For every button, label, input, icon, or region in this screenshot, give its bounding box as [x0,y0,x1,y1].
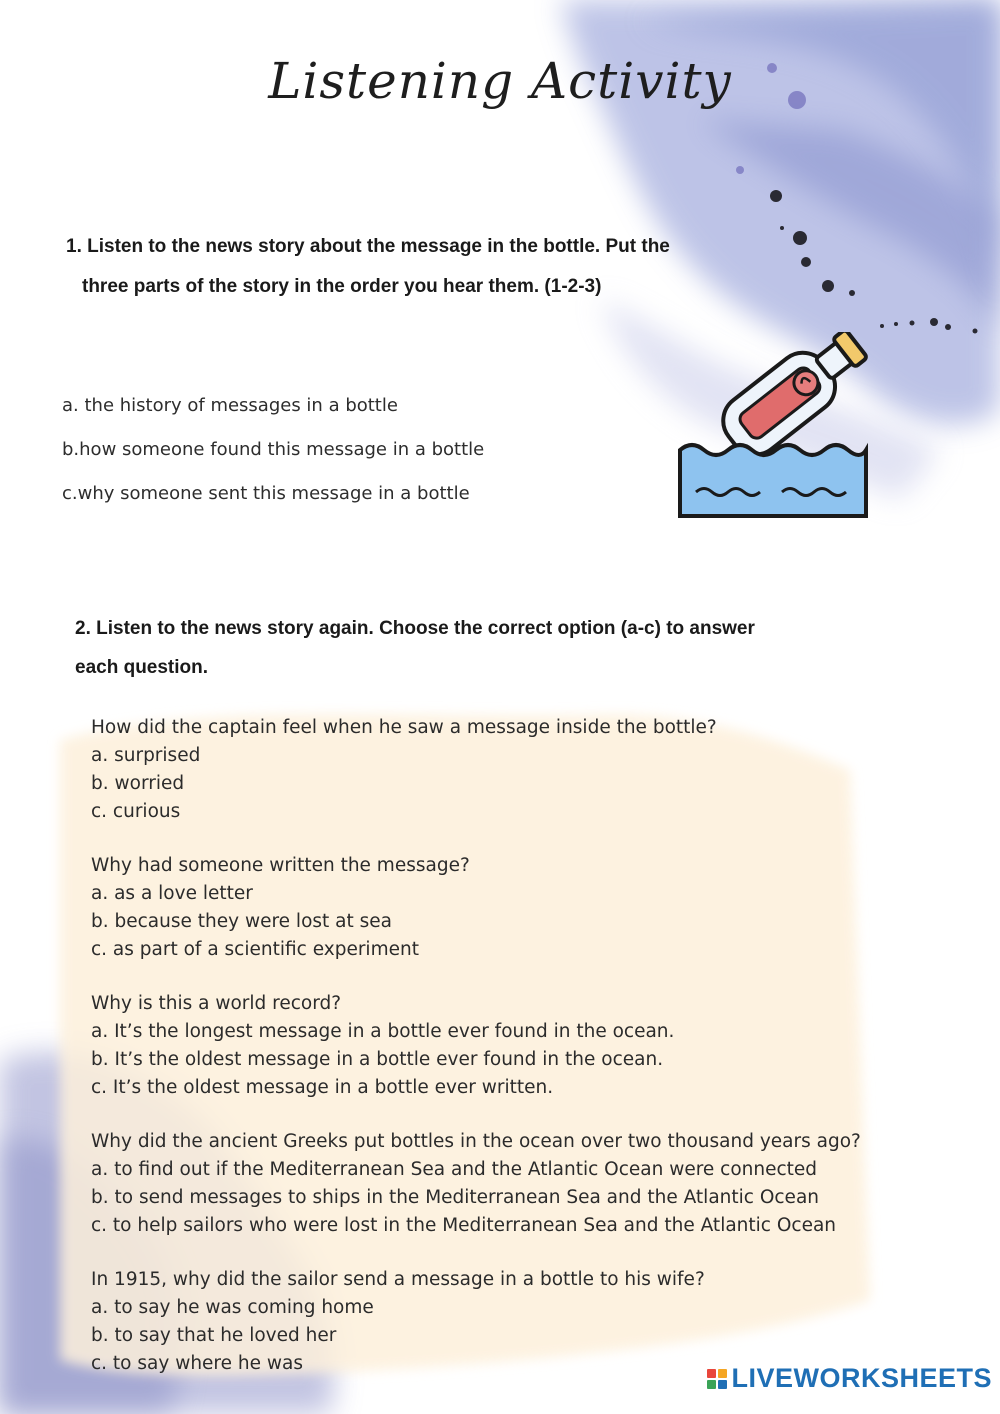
question-1-heading-continued: three parts of the story in the order you hear them. (1-2-3) [82,276,602,297]
answer-option-b[interactable]: b. to send messages to ships in the Mediterranean Sea and the Atlantic Ocean [91,1187,820,1208]
answer-option-c[interactable]: c. curious [91,801,181,822]
answer-option-b[interactable]: b. worried [91,773,185,794]
question-block [91,852,861,964]
question-text: How did the captain feel when he saw a message inside the bottle? [91,717,717,738]
ordering-option: a. the history of messages in a bottle [62,395,398,416]
question-text: Why had someone written the message? [91,855,470,876]
liveworksheets-mark-icon [707,1369,727,1389]
logo-square [707,1380,716,1389]
logo-square [707,1369,716,1378]
answer-option-a[interactable]: a. as a love letter [91,883,253,904]
answer-option-a[interactable]: a. to say he was coming home [91,1297,374,1318]
answer-option-a[interactable]: a. to find out if the Mediterranean Sea and the Atlantic Ocean were connected [91,1159,818,1180]
answer-option-b[interactable]: b. because they were lost at sea [91,911,392,932]
logo-square [718,1380,727,1389]
question-text: Why is this a world record? [91,993,342,1014]
answer-option-c[interactable]: c. It’s the oldest message in a bottle ever written. [91,1077,554,1098]
ordering-options [62,393,484,525]
liveworksheets-logo[interactable] [707,1363,992,1394]
page-title: Listening Activity [268,52,732,110]
question-block [91,714,861,826]
question-2-heading-continued: each question. [75,657,209,678]
ordering-option: b.how someone found this message in a bottle [62,439,485,460]
logo-square [718,1369,727,1378]
multiple-choice-questions [91,714,861,1404]
question-block [91,1266,861,1378]
question-block [91,1128,861,1240]
answer-option-b[interactable]: b. It’s the oldest message in a bottle ever found in the ocean. [91,1049,664,1070]
message-in-bottle-icon [672,332,872,522]
answer-option-c[interactable]: c. to say where he was [91,1353,303,1374]
question-text: Why did the ancient Greeks put bottles in the ocean over two thousand years ago? [91,1131,861,1152]
ordering-option: c.why someone sent this message in a bottle [62,483,470,504]
answer-option-b[interactable]: b. to say that he loved her [91,1325,337,1346]
answer-option-c[interactable]: c. as part of a scientific experiment [91,939,419,960]
question-2-heading: 2. Listen to the news story again. Choose the correct option (a-c) to answer [75,618,755,639]
question-block [91,990,861,1102]
answer-option-a[interactable]: a. surprised [91,745,201,766]
answer-option-a[interactable]: a. It’s the longest message in a bottle ever found in the ocean. [91,1021,675,1042]
question-1-heading: 1. Listen to the news story about the message in the bottle. Put the [66,236,670,257]
question-text: In 1915, why did the sailor send a message in a bottle to his wife? [91,1269,705,1290]
answer-option-c[interactable]: c. to help sailors who were lost in the Mediterranean Sea and the Atlantic Ocean [91,1215,837,1236]
logo-text: LIVEWORKSHEETS [731,1363,992,1393]
